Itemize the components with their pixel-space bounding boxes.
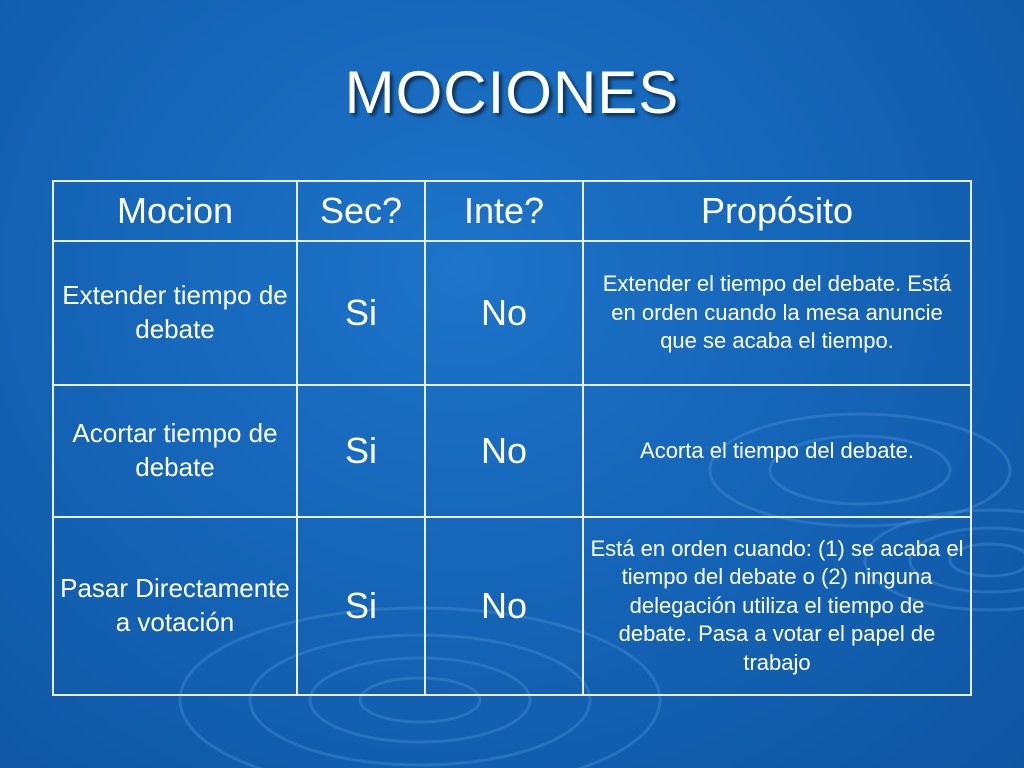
slide-title: MOCIONES <box>344 59 680 126</box>
cell-mocion: Extender tiempo de debate <box>53 241 297 385</box>
cell-sec: Si <box>297 385 425 517</box>
header-mocion: Mocion <box>53 181 297 241</box>
cell-proposito: Extender el tiempo del debate. Está en orden cuando la mesa anuncie que se acaba el tiempo. <box>583 241 971 385</box>
cell-proposito: Acorta el tiempo del debate. <box>583 385 971 517</box>
cell-inte: No <box>425 517 583 695</box>
cell-inte: No <box>425 241 583 385</box>
cell-sec: Si <box>297 517 425 695</box>
motions-table <box>52 180 972 696</box>
header-sec: Sec? <box>297 181 425 241</box>
table-row <box>53 385 971 517</box>
table-header-row <box>53 181 971 241</box>
cell-sec: Si <box>297 241 425 385</box>
cell-mocion: Pasar Directamente a votación <box>53 517 297 695</box>
header-proposito: Propósito <box>583 181 971 241</box>
cell-inte: No <box>425 385 583 517</box>
table-row <box>53 241 971 385</box>
table-row <box>53 517 971 695</box>
header-inte: Inte? <box>425 181 583 241</box>
cell-proposito: Está en orden cuando: (1) se acaba el tiempo del debate o (2) ninguna delegación utiliza el tiempo de debate. Pasa a votar el papel de trabajo <box>583 517 971 695</box>
cell-mocion: Acortar tiempo de debate <box>53 385 297 517</box>
